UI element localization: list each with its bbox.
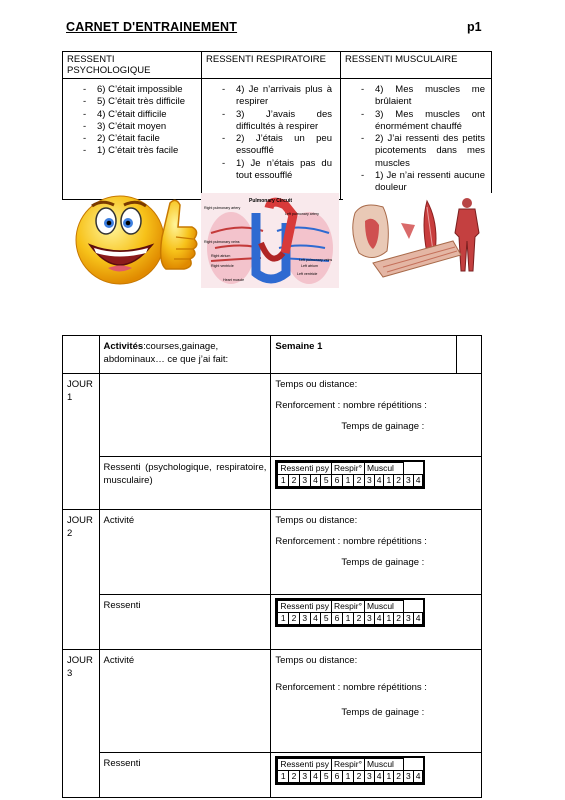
resp-item: - 1) Je n’étais pas du tout essoufflé: [222, 158, 332, 183]
musc-item: - 3) Mes muscles ont énormément chauffé: [361, 109, 485, 134]
musc-box[interactable]: 4: [413, 771, 423, 783]
gainage-label: Temps de gainage :: [341, 421, 425, 432]
psy-box[interactable]: 3: [299, 613, 310, 625]
activities-header-rest: :courses,gainage, abdominaux… ce que j’ai fait:: [103, 341, 229, 365]
musc-item: - 4) Mes muscles me brûlaient: [361, 84, 485, 109]
psy-box[interactable]: 4: [310, 771, 321, 783]
musc-box[interactable]: 1: [384, 613, 394, 625]
grid-header-resp: Respir°: [332, 463, 365, 475]
grid-header-resp: Respir°: [332, 601, 365, 613]
resp-box[interactable]: 3: [365, 475, 375, 487]
header-resp: RESSENTI RESPIRATOIRE: [202, 52, 341, 79]
psy-box[interactable]: 2: [289, 771, 300, 783]
grid-header-musc: Muscul: [365, 759, 404, 771]
psy-item: - 2) C’était facile: [83, 133, 195, 145]
musc-box[interactable]: 2: [394, 475, 404, 487]
day-1-activity-cell[interactable]: [99, 374, 271, 457]
day-3-label: JOUR 3: [63, 650, 100, 798]
psy-scale: [63, 79, 202, 200]
musc-box[interactable]: 4: [413, 475, 423, 487]
resp-box[interactable]: 1: [343, 475, 354, 487]
psy-box[interactable]: 1: [278, 613, 289, 625]
heart-label: Left pulmonary artery: [285, 212, 319, 216]
psy-box[interactable]: 4: [310, 613, 321, 625]
psy-box[interactable]: 1: [278, 771, 289, 783]
corner-cell: [63, 336, 100, 374]
activities-header-bold: Activités: [103, 341, 144, 352]
psy-box[interactable]: 3: [299, 771, 310, 783]
temps-label: Temps ou distance:: [275, 379, 358, 390]
musc-box[interactable]: 3: [403, 475, 413, 487]
heart-label: Right pulmonary veins: [204, 240, 240, 244]
resp-box[interactable]: 1: [343, 613, 354, 625]
renfo-label: Renforcement : nombre répétitions :: [275, 682, 427, 693]
empty-cell: [456, 336, 481, 374]
grid-header-musc: Muscul: [365, 463, 404, 475]
heart-label: Left ventricle: [297, 272, 318, 276]
header-musc: RESSENTI MUSCULAIRE: [341, 52, 492, 79]
psy-box[interactable]: 5: [321, 771, 332, 783]
scales-table: [62, 51, 492, 200]
psy-box[interactable]: 4: [310, 475, 321, 487]
musc-box[interactable]: 3: [403, 613, 413, 625]
heart-label-title: Pulmonary Circuit: [249, 198, 293, 204]
heart-label: Right ventricle: [211, 264, 234, 268]
ressenti-label: Ressenti: [99, 595, 271, 650]
ressenti-grid: [275, 598, 425, 627]
musc-box[interactable]: 4: [413, 613, 423, 625]
gainage-label: Temps de gainage :: [341, 557, 425, 568]
renfo-label: Renforcement : nombre répétitions :: [275, 400, 427, 411]
heart-label: Right atrium: [211, 254, 231, 258]
ressenti-grid: [275, 460, 425, 489]
psy-box[interactable]: 6: [332, 613, 343, 625]
ressenti-label: Ressenti: [99, 753, 271, 798]
resp-box[interactable]: 3: [365, 613, 375, 625]
day-2-label: JOUR 2: [63, 510, 100, 650]
musc-box[interactable]: 2: [394, 771, 404, 783]
renfo-label: Renforcement : nombre répétitions :: [275, 536, 427, 547]
training-log-table: [62, 335, 482, 798]
page-number: p1: [467, 20, 482, 34]
psy-box[interactable]: 1: [278, 475, 289, 487]
resp-box[interactable]: 3: [365, 771, 375, 783]
day-1-label: JOUR 1: [63, 374, 100, 510]
header-psy: RESSENTI PSYCHOLOGIQUE: [63, 52, 202, 79]
grid-header-resp: Respir°: [332, 759, 365, 771]
resp-box[interactable]: 1: [343, 771, 354, 783]
psy-box[interactable]: 6: [332, 771, 343, 783]
day-1-ressenti-grid-cell: [271, 457, 482, 510]
psy-item: - 1) C’était très facile: [83, 145, 195, 157]
muscle-anatomy-image: [343, 193, 492, 278]
grid-header-musc: Muscul: [365, 601, 404, 613]
activities-header: [99, 336, 271, 374]
heart-label: Right pulmonary artery: [204, 206, 241, 210]
day-2-ressenti-grid-cell: [271, 595, 482, 650]
musc-box[interactable]: 1: [384, 475, 394, 487]
pulmonary-circuit-image: [201, 193, 339, 288]
heart-label: Left pulmonary veins: [299, 258, 333, 262]
psy-box[interactable]: 2: [289, 613, 300, 625]
day-1-metrics[interactable]: [271, 374, 482, 457]
resp-item: - 4) Je n’arrivais plus à respirer: [222, 84, 332, 109]
resp-box[interactable]: 4: [374, 771, 384, 783]
musc-item: - 1) Je n’ai ressenti aucune douleur: [361, 170, 485, 195]
ressenti-label: Ressenti (psychologique, respiratoire, musculaire): [99, 457, 271, 510]
activite-label: Activité: [99, 510, 271, 595]
psy-box[interactable]: 5: [321, 613, 332, 625]
day-3-metrics[interactable]: [271, 650, 482, 753]
psy-box[interactable]: 6: [332, 475, 343, 487]
psy-item: - 5) C’était très difficile: [83, 96, 195, 108]
musc-box[interactable]: 1: [384, 771, 394, 783]
resp-box[interactable]: 4: [374, 475, 384, 487]
heart-label: Left atrium: [301, 264, 318, 268]
activite-label: Activité: [99, 650, 271, 753]
grid-header-psy: Ressenti psy: [278, 601, 332, 613]
psy-item: - 6) C’était impossible: [83, 84, 195, 96]
psy-box[interactable]: 5: [321, 475, 332, 487]
resp-box[interactable]: 2: [354, 771, 365, 783]
temps-label: Temps ou distance:: [275, 655, 358, 666]
musc-box[interactable]: 3: [403, 771, 413, 783]
psy-box[interactable]: 2: [289, 475, 300, 487]
psy-item: - 4) C’était difficile: [83, 109, 195, 121]
ressenti-grid: [275, 756, 425, 785]
heart-label: Heart muscle: [223, 278, 245, 282]
resp-box[interactable]: 2: [354, 613, 365, 625]
day-2-metrics[interactable]: [271, 510, 482, 595]
heart-diagram-icon: [201, 193, 339, 288]
thumbs-up-emoji-icon: [66, 193, 199, 286]
resp-item: - 2) J’étais un peu essoufflé: [222, 133, 332, 158]
day-3-ressenti-grid-cell: [271, 753, 482, 798]
resp-box[interactable]: 2: [354, 475, 365, 487]
musc-scale: [341, 79, 492, 200]
muscle-diagram-icon: [343, 193, 492, 278]
resp-item: - 3) J’avais des difficultés à respirer: [222, 109, 332, 134]
psy-item: - 3) C’était moyen: [83, 121, 195, 133]
grid-header-psy: Ressenti psy: [278, 759, 332, 771]
musc-item: - 2) J’ai ressenti des petits picotements dans mes muscles: [361, 133, 485, 170]
gainage-label: Temps de gainage :: [341, 707, 425, 718]
resp-scale: [202, 79, 341, 200]
week-header: Semaine 1: [271, 336, 456, 374]
musc-box[interactable]: 2: [394, 613, 404, 625]
resp-box[interactable]: 4: [374, 613, 384, 625]
page-title: CARNET D'ENTRAINEMENT: [66, 20, 238, 34]
temps-label: Temps ou distance:: [275, 515, 358, 526]
psy-box[interactable]: 3: [299, 475, 310, 487]
grid-header-psy: Ressenti psy: [278, 463, 332, 475]
